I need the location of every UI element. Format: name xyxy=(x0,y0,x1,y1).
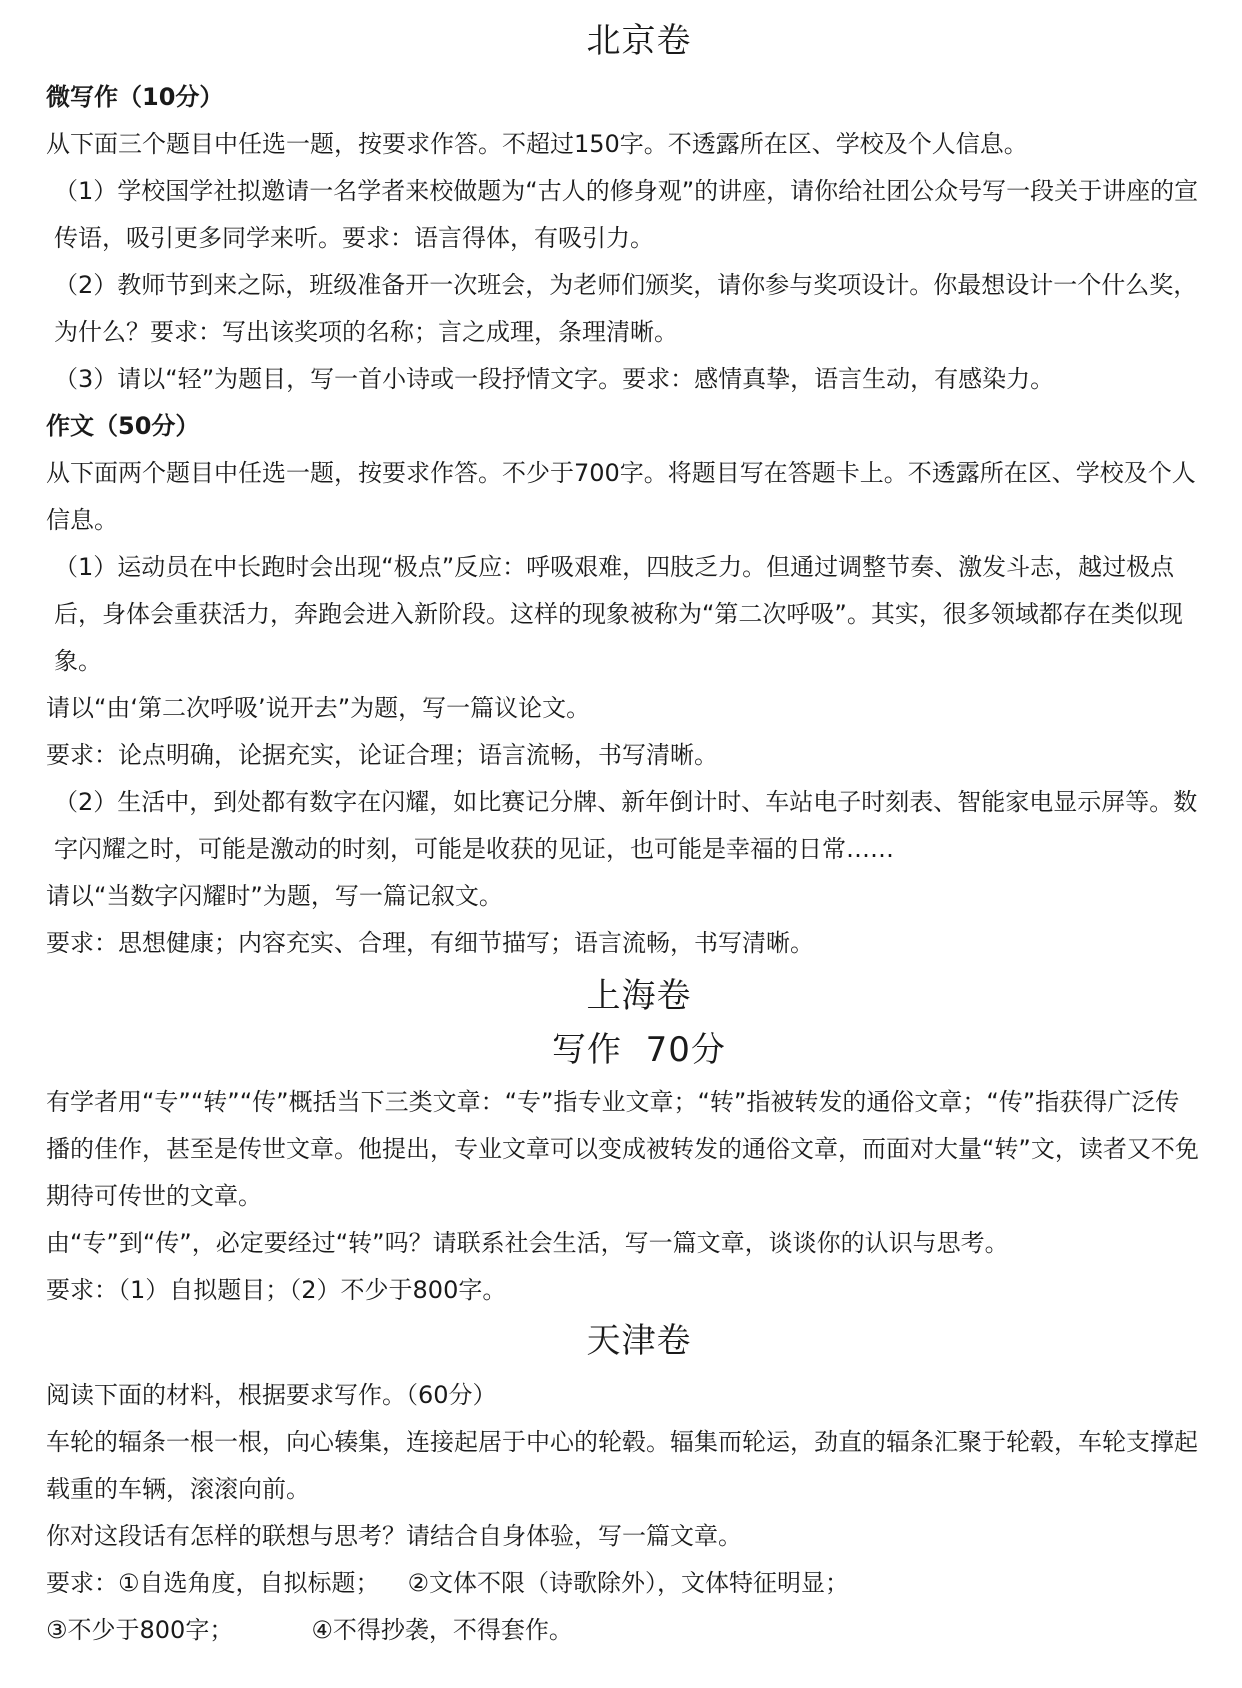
tianjin-req-d: ④不得抄袭，不得套作。 xyxy=(311,1616,573,1644)
tianjin-paragraph-2: 车轮的辐条一根一根，向心辏集，连接起居于中心的轮毂。辐集而轮运，劲直的辐条汇聚于轮毂，车轮支撑起载重的车辆，滚滚向前。 xyxy=(46,1428,1198,1503)
beijing-title: 北京卷 xyxy=(586,21,692,61)
shanghai-requirements: 要求：（1）自拟题目；（2）不少于800字。 xyxy=(46,1276,507,1304)
shanghai-paragraph-1: 有学者用“专”“转”“传”概括当下三类文章：“专”指专业文章；“转”指被转发的通俗文章；“传”指获得广泛传播的佳作，甚至是传世文章。他提出，专业文章可以变成被转发的通俗文章，而面对大量“转”文，读者又不免期待可传世的文章。 xyxy=(46,1088,1199,1210)
tianjin-paragraph-3: 你对这段话有怎样的联想与思考？请结合自身体验，写一篇文章。 xyxy=(46,1522,742,1550)
beijing-essay-q1-task: 请以“由‘第二次呼吸’说开去”为题，写一篇议论文。 xyxy=(46,694,591,722)
beijing-micro-q3: （3）请以“轻”为题目，写一首小诗或一段抒情文字。要求：感情真挚，语言生动，有感染力。 xyxy=(54,365,1055,393)
tianjin-title: 天津卷 xyxy=(586,1321,692,1361)
tianjin-requirements-row-1 xyxy=(46,1560,1202,1607)
tianjin-req-a: 要求：①自选角度，自拟标题； xyxy=(46,1569,380,1597)
tianjin-requirements-row-2 xyxy=(46,1607,1202,1654)
beijing-micro-heading: 微写作（10分） xyxy=(46,83,224,111)
shanghai-title: 上海卷 xyxy=(586,976,692,1016)
beijing-micro-intro: 从下面三个题目中任选一题，按要求作答。不超过150字。不透露所在区、学校及个人信息。 xyxy=(46,130,1028,158)
tianjin-req-b: ②文体不限（诗歌除外），文体特征明显； xyxy=(407,1569,850,1597)
beijing-micro-q1: （1）学校国学社拟邀请一名学者来校做题为“古人的修身观”的讲座，请你给社团公众号写一段关于讲座的宣传语，吸引更多同学来听。要求：语言得体，有吸引力。 xyxy=(54,177,1199,252)
beijing-essay-q1-req: 要求：论点明确，论据充实，论证合理；语言流畅，书写清晰。 xyxy=(46,741,718,769)
tianjin-req-c: ③不少于800字； xyxy=(46,1616,234,1644)
shanghai-paragraph-2: 由“专”到“传”，必定要经过“转”吗？请联系社会生活，写一篇文章，谈谈你的认识与思考。 xyxy=(46,1229,1009,1257)
beijing-essay-q2: （2）生活中，到处都有数字在闪耀，如比赛记分牌、新年倒计时、车站电子时刻表、智能家电显示屏等。数字闪耀之时，可能是激动的时刻，可能是收获的见证，也可能是幸福的日常…… xyxy=(54,788,1198,863)
tianjin-paragraph-1: 阅读下面的材料，根据要求写作。（60分） xyxy=(46,1381,497,1409)
beijing-essay-q1: （1）运动员在中长跑时会出现“极点”反应：呼吸艰难，四肢乏力。但通过调整节奏、激发斗志，越过极点后，身体会重获活力，奔跑会进入新阶段。这样的现象被称为“第二次呼吸”。其实，很多领域都存在类似现象。 xyxy=(54,553,1183,675)
beijing-essay-q2-req: 要求：思想健康；内容充实、合理，有细节描写；语言流畅，书写清晰。 xyxy=(46,929,814,957)
beijing-micro-q2: （2）教师节到来之际，班级准备开一次班会，为老师们颁奖，请你参与奖项设计。你最想设计一个什么奖，为什么？要求：写出该奖项的名称；言之成理，条理清晰。 xyxy=(54,271,1198,346)
beijing-essay-heading: 作文（50分） xyxy=(46,412,200,440)
beijing-essay-q2-task: 请以“当数字闪耀时”为题，写一篇记叙文。 xyxy=(46,882,503,910)
shanghai-subtitle: 写作 70分 xyxy=(552,1030,726,1070)
beijing-essay-intro: 从下面两个题目中任选一题，按要求作答。不少于700字。将题目写在答题卡上。不透露所在区、学校及个人信息。 xyxy=(46,459,1196,534)
